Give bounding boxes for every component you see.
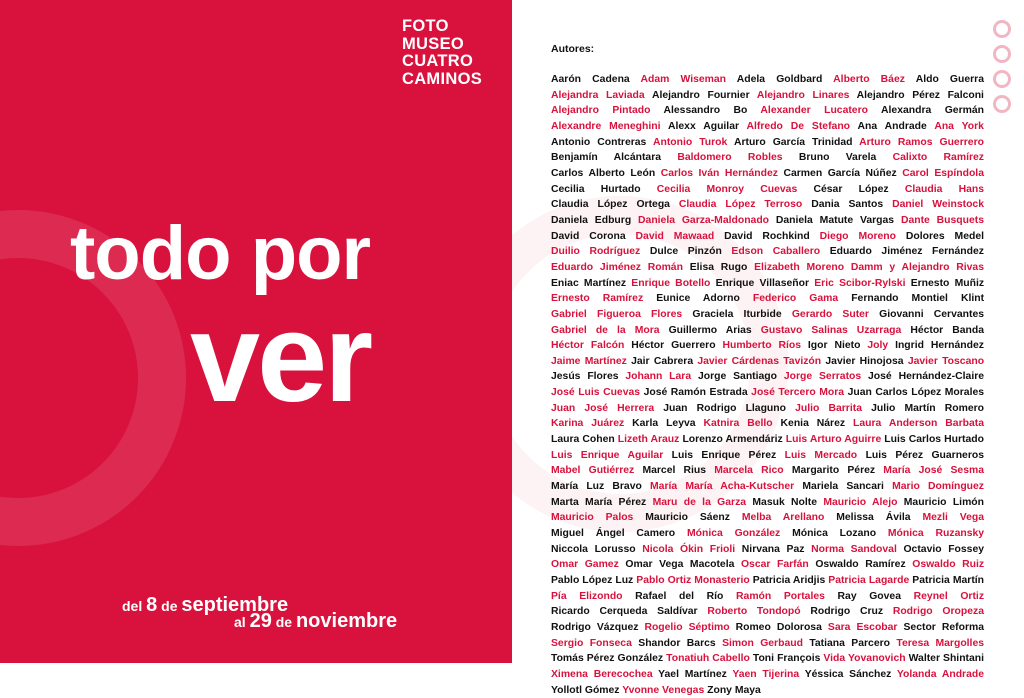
author-name: Yéssica Sánchez	[804, 668, 892, 680]
ring-icon	[993, 45, 1011, 63]
author-name: Gabriel Figueroa Flores	[551, 308, 683, 320]
author-name: Ximena Berecochea	[551, 668, 653, 680]
author-name: Mónica González	[686, 528, 781, 540]
red-panel	[0, 0, 512, 663]
author-name: Fernando Montiel Klint	[851, 293, 985, 305]
author-name: Luis Enrique Aguilar	[551, 449, 664, 461]
author-name: Elisa Rugo	[689, 261, 748, 273]
author-name: Adam Wiseman	[640, 74, 727, 85]
author-name: María Luz Bravo	[551, 481, 642, 493]
author-name: Juan Rodrigo Llaguno	[663, 402, 786, 414]
author-name: Yaen Tijerina	[732, 668, 800, 680]
author-name: Baldomero Robles	[677, 152, 783, 164]
author-name: Ramón Portales	[736, 590, 825, 602]
author-name: Federico Gama	[752, 293, 839, 305]
author-name: César López	[813, 183, 889, 195]
author-name: Dante Busquets	[900, 214, 985, 226]
author-name: Javier Hinojosa	[825, 355, 904, 367]
author-name: David Mawaad	[635, 230, 715, 242]
author-name: Tomás Pérez González	[551, 653, 664, 665]
author-name: Mauricio Limón	[903, 496, 984, 508]
start-day: 8	[146, 594, 158, 616]
author-name: Alessandro Bo	[663, 105, 748, 117]
author-name: Dolores Medel	[905, 230, 984, 242]
author-name: Alberto Báez	[833, 74, 905, 85]
author-name: Edson Caballero	[731, 246, 821, 258]
author-name: Mónica Ruzansky	[887, 528, 985, 540]
date-word: de	[275, 614, 293, 630]
author-name: José Hernández-Claire	[868, 371, 985, 383]
date-word: del	[122, 598, 143, 614]
date-word: al	[234, 614, 246, 630]
author-name: Rafael del Río	[635, 590, 724, 602]
author-name: Eduardo Jiménez Román	[551, 261, 683, 273]
author-name: Claudia López Ortega	[551, 199, 670, 211]
author-name: Javier Toscano	[907, 355, 985, 367]
author-name: Nicola Ókin Frioli	[642, 543, 736, 555]
author-name: Kenia Nárez	[780, 418, 846, 430]
author-name: Jorge Santiago	[697, 371, 777, 383]
author-name: Julio Martín Romero	[871, 402, 985, 414]
author-name: Arturo García Trinidad	[733, 136, 853, 148]
author-name: Calixto Ramírez	[892, 152, 984, 164]
author-name: Guillermo Arias	[668, 324, 752, 336]
author-name: Oswaldo Ramírez	[815, 559, 906, 571]
author-name: Maru de la Garza	[652, 496, 747, 508]
author-name: Mezli Vega	[922, 512, 984, 524]
author-name: Pablo Ortiz Monasterio	[636, 575, 750, 586]
author-name: Rodrigo Vázquez	[551, 621, 639, 633]
author-name: Laura Anderson Barbata	[853, 418, 984, 430]
author-name: Vida Yovanovich	[823, 653, 906, 665]
author-name: Yolanda Andrade	[896, 668, 984, 680]
start-month: septiembre	[181, 594, 289, 616]
author-name: Shandor Barcs	[638, 637, 716, 649]
author-name: Daniel Weinstock	[892, 199, 984, 211]
author-name: Rogelio Séptimo	[644, 621, 730, 633]
author-name: Gabriel de la Mora	[551, 324, 660, 336]
author-name: Giovanni Cervantes	[879, 308, 985, 320]
author-name: Ingrid Hernández	[895, 340, 984, 352]
author-name: Norma Sandoval	[811, 543, 897, 555]
author-name: Alejandro Pérez Falconi	[856, 89, 984, 101]
author-name: Claudia López Terroso	[678, 199, 803, 211]
author-name: Karina Juárez	[551, 418, 625, 430]
author-name: Alejandro Fournier	[651, 89, 750, 101]
end-month: noviembre	[295, 610, 398, 632]
author-name: Reynel Ortiz	[913, 590, 985, 602]
author-name: Rodrigo Oropeza	[892, 606, 984, 618]
author-name: Omar Vega Macotela	[625, 559, 735, 571]
author-name: Mario Domínguez	[892, 481, 985, 493]
author-name: Luis Pérez Guarneros	[865, 449, 984, 461]
author-name: Luis Carlos Hurtado	[884, 434, 984, 446]
author-name: Héctor Guerrero	[631, 340, 716, 352]
author-name: Alexandra Germán	[881, 105, 984, 117]
author-name: Melba Arellano	[741, 512, 825, 524]
author-name: Bruno Varela	[798, 152, 877, 164]
author-name: Enrique Botello	[631, 277, 711, 289]
author-name: Carlos Alberto León	[551, 167, 656, 179]
author-name: Eunice Adorno	[656, 293, 740, 305]
author-name: Carlos Iván Hernández	[660, 167, 778, 179]
author-name: Arturo Ramos Guerrero	[859, 136, 984, 148]
author-name: Rodrigo Cruz	[810, 606, 884, 618]
author-name: Sergio Fonseca	[551, 637, 632, 649]
author-name: Ana York	[934, 120, 984, 132]
author-name: Ernesto Ramírez	[551, 293, 644, 305]
author-name: Gustavo Salinas Uzarraga	[760, 324, 902, 336]
author-name: Adela Goldbard	[736, 74, 823, 85]
author-name: Carmen García Núñez	[783, 167, 897, 179]
author-name: Marcela Rico	[714, 465, 784, 477]
author-name: Sara Escobar	[827, 621, 898, 633]
author-name: Cecilia Hurtado	[551, 183, 641, 195]
author-name: Tatiana Parcero	[809, 637, 890, 649]
author-name: Carol Espíndola	[902, 167, 984, 179]
logo-line: MUSEO	[402, 34, 465, 53]
author-name: Mariela Sancari	[802, 481, 884, 493]
author-name: José Luis Cuevas	[551, 387, 641, 399]
author-name: Patricia Aridjis	[752, 575, 826, 586]
author-name: Héctor Banda	[910, 324, 985, 336]
author-name: Pablo López Luz	[551, 575, 634, 586]
author-name: Javier Cárdenas Tavizón	[697, 355, 822, 367]
author-name: Katnira Bello	[703, 418, 773, 430]
author-name: Duilio Rodríguez	[551, 246, 641, 258]
author-name: Antonio Turok	[652, 136, 728, 148]
author-name: Jair Cabrera	[631, 355, 694, 367]
author-name: Ray Govea	[837, 590, 901, 602]
author-name: Karla Leyva	[632, 418, 696, 430]
author-name: Yael Martínez	[658, 668, 727, 680]
author-name: Enrique Villaseñor	[715, 277, 809, 289]
author-name: Eduardo Jiménez Fernández	[829, 246, 984, 258]
author-name: Roberto Tondopó	[707, 606, 801, 618]
author-name: Alejandra Laviada	[551, 89, 645, 101]
author-name: Antonio Contreras	[551, 136, 647, 148]
author-name: Marta María Pérez	[551, 496, 647, 508]
author-name: Juan José Herrera	[551, 402, 655, 414]
author-name: Pía Elizondo	[551, 590, 623, 602]
author-name: Ricardo Cerqueda Saldívar	[551, 606, 698, 618]
author-name: Cecilia Monroy Cuevas	[656, 183, 798, 195]
author-name: Mónica Lozano	[792, 528, 877, 540]
author-name: Luis Enrique Pérez	[671, 449, 777, 461]
author-name: Nirvana Paz	[741, 543, 805, 555]
authors-label: Autores:	[551, 43, 595, 55]
author-name: Ernesto Muñiz	[910, 277, 985, 289]
author-name: Daniela Edburg	[551, 214, 632, 226]
authors-list	[551, 72, 984, 698]
author-name: Daniela Garza-Maldonado	[638, 214, 770, 226]
author-name: Oswaldo Ruiz	[912, 559, 985, 571]
title-line-1: todo por	[70, 211, 371, 296]
decorative-rings	[993, 20, 1015, 120]
author-name: Masuk Nolte	[752, 496, 818, 508]
author-name: Niccola Lorusso	[551, 543, 636, 555]
author-name: Teresa Margolles	[896, 637, 985, 649]
author-name: Zony Maya	[707, 684, 761, 696]
logo-line: CAMINOS	[402, 69, 483, 88]
author-name: Jorge Serratos	[783, 371, 862, 383]
date-word: de	[161, 598, 178, 614]
author-name: Igor Nieto	[807, 340, 861, 352]
author-name: Lorenzo Armendáriz	[682, 434, 783, 446]
author-name: Miguel Ángel Camero	[551, 528, 676, 540]
author-name: Mauricio Palos	[551, 512, 634, 524]
logo-line: FOTO	[402, 17, 449, 35]
author-name: David Corona	[551, 230, 626, 242]
author-name: Jaime Martínez	[551, 355, 627, 367]
author-name: Mauricio Sáenz	[645, 512, 730, 524]
author-name: Aarón Cadena	[551, 74, 630, 85]
author-name: Oscar Farfán	[740, 559, 809, 571]
author-name: Margarito Pérez	[791, 465, 876, 477]
author-name: Yollotl Gómez	[551, 684, 620, 696]
author-name: Mauricio Alejo	[823, 496, 898, 508]
author-name: Toni François	[752, 653, 821, 665]
author-name: Julio Barrita	[795, 402, 862, 414]
author-name: Romeo Dolorosa	[735, 621, 822, 633]
author-name: Héctor Falcón	[551, 340, 625, 352]
author-name: Eric Scibor-Rylski	[814, 277, 906, 289]
end-day: 29	[249, 610, 272, 632]
author-name: Alexandre Meneghini	[551, 120, 661, 132]
author-name: Luis Arturo Aguirre	[785, 434, 882, 446]
author-name: Sector Reforma	[903, 621, 985, 633]
author-name: Joly	[867, 340, 889, 352]
author-name: Alejandro Pintado	[551, 105, 651, 117]
author-name: Patricia Martín	[912, 575, 985, 586]
author-name: Lizeth Arauz	[617, 434, 680, 446]
author-name: José Tercero Mora	[751, 387, 845, 399]
author-name: María José Sesma	[883, 465, 984, 477]
author-name: Marcel Rius	[642, 465, 707, 477]
author-name: Eniac Martínez	[551, 277, 627, 289]
author-name: Tonatiuh Cabello	[666, 653, 750, 665]
ring-icon	[993, 95, 1011, 113]
author-name: Octavio Fossey	[903, 543, 985, 555]
author-name: Daniela Matute Vargas	[775, 214, 895, 226]
ring-icon	[993, 70, 1011, 88]
author-name: Dulce Pinzón	[649, 246, 722, 258]
author-name: Alexx Aguilar	[668, 120, 740, 132]
author-name: Jesús Flores	[551, 371, 619, 383]
author-name: María María Acha-Kutscher	[650, 481, 795, 493]
author-name: Juan Carlos López Morales	[847, 387, 985, 399]
author-name: Yvonne Venegas	[622, 684, 705, 696]
author-name: Graciela Iturbide	[692, 308, 782, 320]
author-name: Alexander Lucatero	[760, 105, 868, 117]
logo-line: CUATRO	[402, 52, 474, 70]
author-name: Simon Gerbaud	[722, 637, 803, 649]
author-name: Dania Santos	[811, 199, 884, 211]
author-name: Alejandro Linares	[756, 89, 850, 101]
title-line-2: ver	[190, 287, 371, 428]
author-name: Diego Moreno	[819, 230, 896, 242]
author-name: Patricia Lagarde	[828, 575, 910, 586]
author-name: Humberto Ríos	[722, 340, 801, 352]
author-name: Elizabeth Moreno Damm y Alejandro Rivas	[754, 261, 984, 273]
author-name: Benjamín Alcántara	[551, 152, 662, 164]
author-name: Aldo Guerra	[915, 74, 985, 85]
author-name: Melissa Ávila	[836, 512, 911, 524]
author-name: Omar Gamez	[551, 559, 619, 571]
end-date	[234, 610, 397, 633]
author-name: Ana Andrade	[857, 120, 927, 132]
author-name: Walter Shintani	[908, 653, 985, 665]
museum-logo	[402, 18, 482, 88]
author-name: David Rochkind	[724, 230, 810, 242]
author-name: Johann Lara	[625, 371, 692, 383]
author-name: Luis Mercado	[784, 449, 858, 461]
author-name: Laura Cohen	[551, 434, 615, 446]
author-name: Gerardo Suter	[791, 308, 869, 320]
author-name: Claudia Hans	[904, 183, 985, 195]
author-name: Alfredo De Stefano	[746, 120, 851, 132]
author-name: Mabel Gutiérrez	[551, 465, 635, 477]
author-name: José Ramón Estrada	[643, 387, 748, 399]
ring-icon	[993, 20, 1011, 38]
